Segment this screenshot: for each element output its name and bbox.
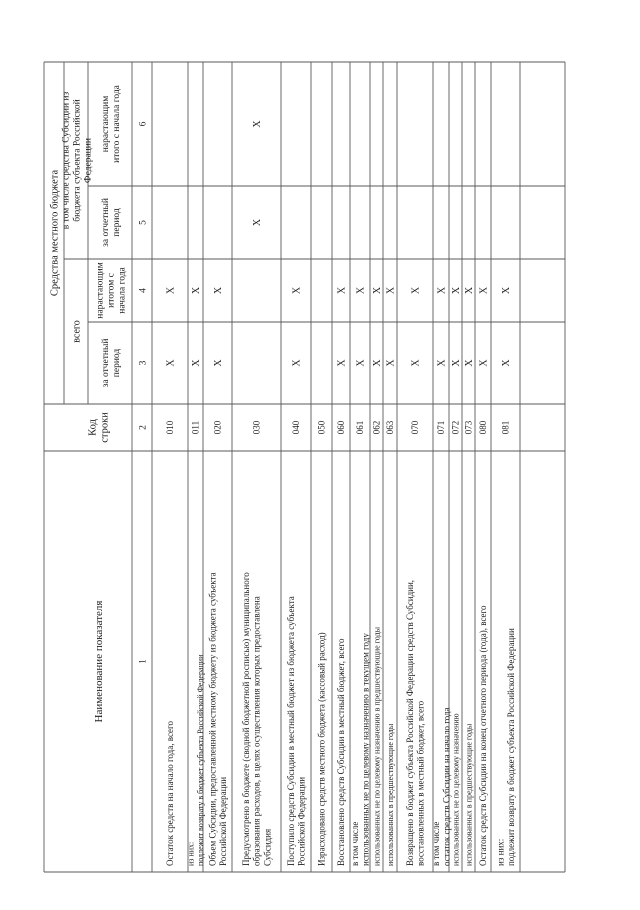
row-name-081: из них:подлежит возврату в бюджет субъекта Российской Федерации: [495, 628, 517, 866]
row-020-c4: X: [213, 286, 224, 295]
row-040-c4: X: [291, 286, 303, 295]
header-period-1: за отчетныйпериод: [100, 338, 122, 388]
row-code-040: 040: [291, 420, 302, 435]
row-010-c4: X: [165, 286, 177, 295]
row-072-c4: X: [451, 286, 462, 295]
row-code-062: 062: [371, 420, 382, 435]
row-030-c5: X: [252, 218, 263, 227]
row-071-c3: X: [436, 359, 448, 367]
row-063-c4: X: [385, 286, 397, 295]
row-030-c6: X: [252, 120, 263, 128]
header-subsidy-part: в том числе средства Субсидии избюджета субъекта РоссийскойФедерации: [61, 91, 94, 230]
row-070-c4: X: [410, 286, 422, 295]
row-code-050: 050: [316, 420, 327, 435]
row-code-072: 072: [450, 420, 461, 435]
header-cumulative-1: нарастающимитогом сначала года: [95, 262, 128, 319]
row-code-020: 020: [212, 420, 223, 435]
row-063-c3: X: [385, 359, 397, 367]
row-name-040: Поступило средств Субсидии в местный бюджет из бюджета субъектаРоссийской Федерации: [285, 596, 307, 866]
row-code-070: 070: [410, 420, 421, 435]
header-period-2: за отчетныйпериод: [100, 198, 122, 247]
row-name-030: Предусмотрено в бюджете (сводной бюджетной росписью) муниципальногообразования расходов, в целях осуществления которых предоставленаСубсидия: [240, 572, 273, 866]
row-071-c4: X: [436, 286, 448, 295]
row-080-c4: X: [478, 286, 490, 295]
row-061-c3: X: [355, 359, 367, 367]
row-name-010: Остаток средств на начало года, всего: [165, 720, 176, 866]
header-total: всего: [71, 320, 83, 343]
row-060-c3: X: [336, 359, 348, 367]
row-name-071: в том числеостаток средств Субсидии на начало года: [430, 707, 452, 866]
row-081-c4: X: [501, 286, 512, 295]
row-010-c3: X: [165, 359, 177, 367]
row-name-060: Восстановлено средств Субсидии в местный бюджет, всего: [336, 638, 347, 866]
row-080-c3: X: [478, 359, 490, 367]
row-name-070: Возвращено в бюджет субъекта Российской Федерации средств Субсидии,восстановленных в местный бюджет, всего: [404, 579, 426, 866]
column-number-2: 2: [138, 425, 149, 430]
row-061-c4: X: [355, 286, 367, 295]
row-code-060: 060: [336, 420, 347, 435]
header-code: Кодстроки: [87, 412, 111, 443]
row-073-c3: X: [464, 359, 475, 367]
row-072-c3: X: [451, 359, 462, 367]
header-indicator: Наименование показателя: [92, 600, 105, 723]
row-011-c4: X: [191, 286, 202, 295]
row-070-c3: X: [410, 359, 422, 367]
column-number-1: 1: [138, 659, 149, 664]
row-code-011: 011: [190, 420, 201, 435]
column-number-3: 3: [138, 360, 149, 366]
row-040-c3: X: [291, 359, 303, 367]
row-name-063: использованных в предшествующие годы: [385, 723, 395, 866]
row-062-c3: X: [372, 359, 383, 367]
row-name-050: Израсходовано средств местного бюджета (кассовый расход): [316, 632, 327, 866]
row-081-c3: X: [501, 359, 512, 367]
row-020-c3: X: [213, 359, 224, 367]
row-name-080: Остаток средств Субсидии на конец отчетного периода (года), всего: [478, 605, 489, 866]
row-073-c4: X: [464, 286, 475, 295]
row-011-c3: X: [191, 359, 202, 367]
row-name-073: использованных в предшествующие годы: [464, 723, 474, 866]
row-name-062: использованных не по целевому назначению в предшествующие годы: [372, 627, 382, 866]
row-code-071: 071: [436, 420, 447, 435]
row-code-080: 080: [478, 420, 489, 435]
column-number-5: 5: [138, 220, 149, 225]
column-number-4: 4: [138, 288, 149, 293]
column-number-6: 6: [138, 121, 149, 127]
row-code-030: 030: [251, 420, 262, 435]
header-cumulative-2: нарастающимитого с начала года: [100, 85, 122, 163]
row-code-063: 063: [385, 420, 396, 435]
row-name-061: в том числеиспользованных не по целевому назначению в текущем году: [349, 633, 371, 866]
row-name-020: Объем Субсидии, предоставленной местному бюджету из бюджета субъектаРоссийской Федерации: [207, 572, 229, 866]
row-code-081: 081: [500, 420, 511, 435]
row-062-c4: X: [372, 286, 383, 295]
header-local-budget: Средства местного бюджета: [49, 169, 61, 297]
row-name-011: из них:подлежит возврату в бюджет субъекта Российской Федерации: [186, 654, 206, 866]
row-code-073: 073: [463, 420, 474, 435]
row-060-c4: X: [336, 286, 348, 295]
row-code-010: 010: [165, 420, 176, 435]
row-code-061: 061: [355, 420, 366, 435]
row-name-072: использованных не по целевому назначению: [451, 713, 461, 866]
